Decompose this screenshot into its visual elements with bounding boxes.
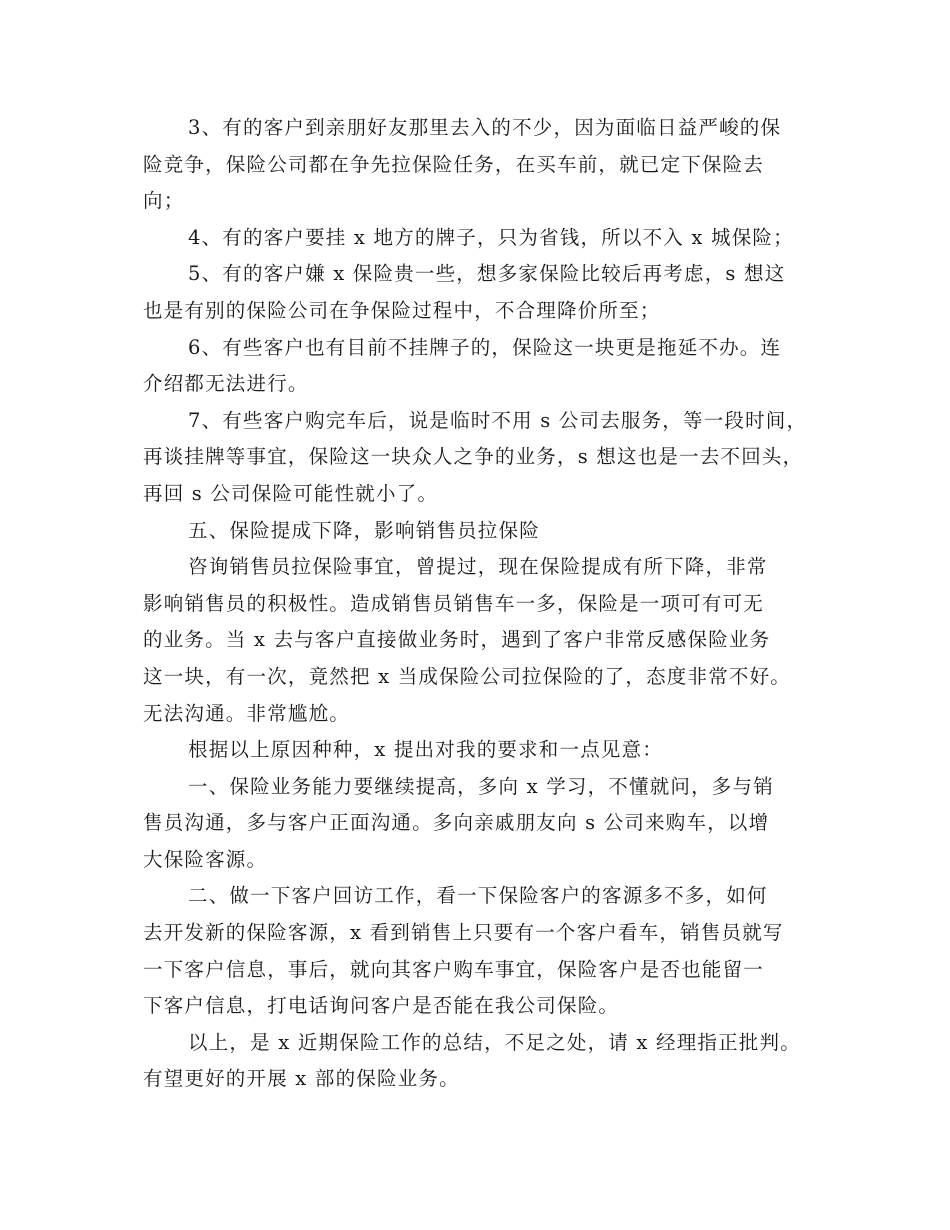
text-line: 大保险客源。: [143, 847, 268, 871]
text-line: 咨询销售员拉保险事宜，曾提过，现在保险提成有所下降，非常: [188, 555, 768, 579]
text-line: 向；: [143, 189, 185, 213]
text-line: 4、有的客户要挂 x 地方的牌子，只为省钱，所以不入 x 城保险；: [188, 225, 794, 249]
text-line: 6、有些客户也有目前不挂牌子的，保险这一块更是拖延不办。连: [188, 335, 782, 359]
text-line: 根据以上原因种种，x 提出对我的要求和一点见意：: [188, 738, 663, 762]
text-line: 的业务。当 x 去与客户直接做业务时，遇到了客户非常反感保险业务: [143, 628, 771, 652]
text-line: 有望更好的开展 x 部的保险业务。: [143, 1067, 460, 1091]
text-line: 险竞争，保险公司都在争先拉保险任务，在买车前，就已定下保险去: [143, 152, 765, 176]
text-line: 无法沟通。非常尴尬。: [143, 701, 351, 725]
text-line: 五、保险提成下降，影响销售员拉保险: [188, 518, 540, 542]
text-line: 7、有些客户购完车后，说是临时不用 s 公司去服务，等一段时间，: [188, 408, 808, 432]
text-line: 介绍都无法进行。: [143, 372, 309, 396]
text-line: 影响销售员的积极性。造成销售员销售车一多，保险是一项可有可无: [143, 591, 765, 615]
text-line: 以上，是 x 近期保险工作的总结，不足之处，请 x 经理指正批判。: [188, 1030, 801, 1054]
text-line: 一下客户信息，事后，就向其客户购车事宜，保险客户是否也能留一: [143, 957, 765, 981]
text-line: 这一块，有一次，竟然把 x 当成保险公司拉保险的了，态度非常不好。: [143, 664, 791, 688]
text-line: 再回 s 公司保险可能性就小了。: [143, 481, 439, 505]
text-line: 去开发新的保险客源，x 看到销售上只要有一个客户看车，销售员就写: [143, 921, 784, 945]
text-line: 也是有别的保险公司在争保险过程中，不合理降价所至；: [143, 298, 661, 322]
text-line: 3、有的客户到亲朋好友那里去入的不少，因为面临日益严峻的保: [188, 116, 782, 139]
text-line: 再谈挂牌等事宜，保险这一块众人之争的业务，s 想这也是一去不回头，: [143, 445, 804, 469]
text-line: 售员沟通，多与客户正面沟通。多向亲戚朋友向 s 公司来购车，以增: [143, 811, 770, 835]
text-line: 一、保险业务能力要继续提高，多向 x 学习，不懂就问，多与销: [188, 774, 774, 798]
text-line: 下客户信息，打电话询问客户是否能在我公司保险。: [143, 994, 620, 1018]
text-line: 二、做一下客户回访工作，看一下保险客户的客源多不多，如何: [188, 884, 768, 908]
text-line: 5、有的客户嫌 x 保险贵一些，想多家保险比较后再考虑，s 想这: [188, 262, 786, 286]
document-body: [143, 110, 808, 1098]
